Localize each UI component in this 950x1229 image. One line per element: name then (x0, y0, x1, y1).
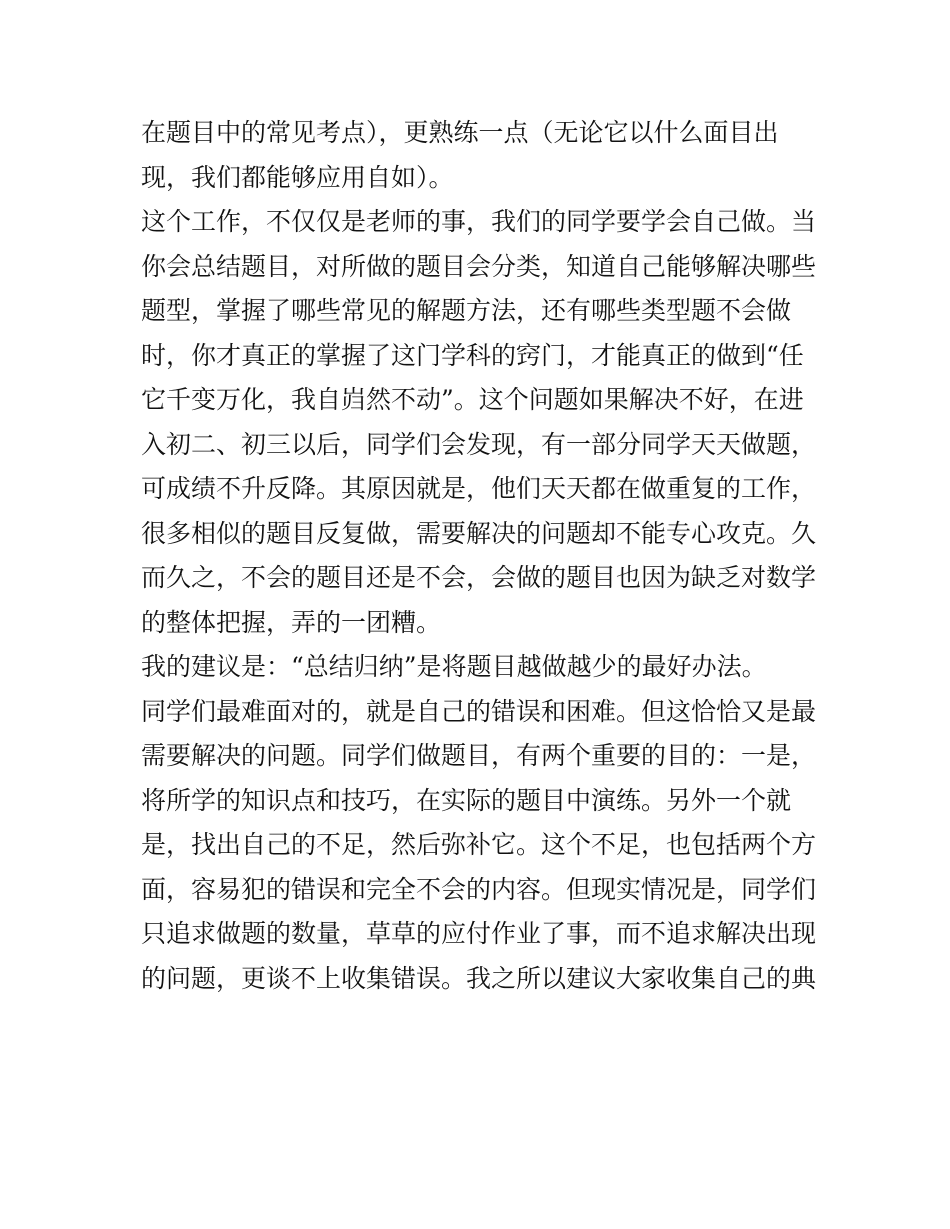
text-line: 这个工作，不仅仅是老师的事，我们的同学要学会自己做。当 (141, 207, 817, 236)
text-line: 同学们最难面对的，就是自己的错误和困难。但这恰恰又是最 (141, 696, 817, 726)
text-line: 是，找出自己的不足，然后弥补它。这个不足，也包括两个方 (141, 830, 817, 859)
text-line: 的问题，更谈不上收集错误。我之所以建议大家收集自己的典 (141, 963, 817, 993)
text-line: 入初二、初三以后，同学们会发现，有一部分同学天天做题， (141, 429, 817, 459)
text-line: 只追求做题的数量，草草的应付作业了事，而不追求解决出现 (141, 919, 817, 948)
text-line: 的整体把握，弄的一团糟。 (141, 607, 442, 637)
text-line: 需要解决的问题。同学们做题目，有两个重要的目的：一是， (141, 741, 817, 770)
text-line: 我的建议是：“总结归纳”是将题目越做越少的最好办法。 (141, 652, 767, 681)
text-line: 它千变万化，我自岿然不动”。这个问题如果解决不好，在进 (141, 385, 804, 414)
document-body (141, 111, 821, 1001)
text-line: 题型，掌握了哪些常见的解题方法，还有哪些类型题不会做 (141, 296, 792, 325)
text-line: 你会总结题目，对所做的题目会分类，知道自己能够解决哪些 (141, 251, 817, 281)
text-line: 很多相似的题目反复做，需要解决的问题却不能专心攻克。久 (141, 518, 817, 548)
text-line: 可成绩不升反降。其原因就是，他们天天都在做重复的工作， (141, 474, 817, 503)
text-line: 而久之，不会的题目还是不会，会做的题目也因为缺乏对数学 (141, 563, 817, 592)
text-line: 在题目中的常见考点），更熟练一点（无论它以什么面目出 (141, 118, 779, 147)
text-line: 时，你才真正的掌握了这门学科的窍门，才能真正的做到“任 (141, 340, 804, 370)
text-line: 面，容易犯的错误和完全不会的内容。但现实情况是，同学们 (141, 874, 817, 904)
text-line: 现，我们都能够应用自如）。 (141, 162, 454, 192)
text-line: 将所学的知识点和技巧，在实际的题目中演练。另外一个就 (141, 785, 792, 815)
